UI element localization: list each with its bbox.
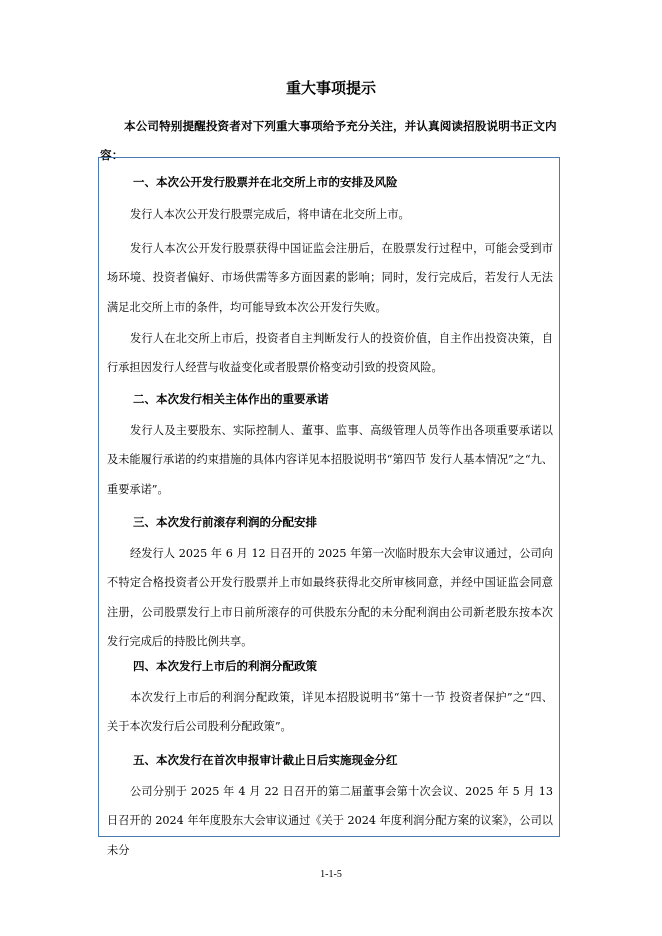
section-5-paragraph-1: 公司分别于 2025 年 4 月 22 日召开的第二届董事会第十次会议、2025 年 5 月 13 日召开的 2024 年年度股东大会审议通过《关于 2024 年度利润分配方案的议案》，公司以未分 — [107, 785, 553, 857]
section-heading-1: 一、本次公开发行股票并在北交所上市的安排及风险 — [133, 175, 398, 189]
page-title: 重大事项提示 — [285, 79, 376, 97]
section-1-paragraph-3: 发行人在北交所上市后，投资者自主判断发行人的投资价值，自主作出投资决策，自行承担因发行人经营与收益变化或者股票价格变动引致的投资风险。 — [107, 332, 553, 375]
section-heading-5: 五、本次发行在首次申报审计截止日后实施现金分红 — [133, 753, 398, 767]
section-2-paragraph-1: 发行人及主要股东、实际控制人、董事、监事、高级管理人员等作出各项重要承诺以及未能履行承诺的约束措施的具体内容详见本招股说明书“第四节 发行人基本情况”之“九、重要承诺”。 — [107, 424, 553, 496]
notice-box — [98, 157, 560, 857]
page-number: 1-1-5 — [320, 869, 342, 880]
section-3-paragraph-1: 经发行人 2025 年 6 月 12 日召开的 2025 年第一次临时股东大会审议通过，公司向不特定合格投资者公开发行股票并上市如最终获得北交所审核同意，并经中国证监会同意注册，公司股票发行上市日前所滚存的可供股东分配的未分配利润由公司新老股东按本次发行完成后的持股比例共享。 — [107, 547, 553, 648]
section-heading-4: 四、本次发行上市后的利润分配政策 — [133, 659, 317, 673]
intro-paragraph: 本公司特别提醒投资者对下列重大事项给予充分关注，并认真阅读招股说明书正文内容： — [100, 119, 557, 162]
section-heading-3: 三、本次发行前滚存利润的分配安排 — [133, 515, 317, 529]
section-4-paragraph-1: 本次发行上市后的利润分配政策，详见本招股说明书“第十一节 投资者保护”之“四、关于本次发行后公司股利分配政策”。 — [107, 691, 553, 734]
section-heading-2: 二、本次发行相关主体作出的重要承诺 — [133, 392, 329, 406]
section-1-paragraph-1: 发行人本次公开发行股票完成后，将申请在北交所上市。 — [130, 208, 410, 221]
section-1-paragraph-2: 发行人本次公开发行股票获得中国证监会注册后，在股票发行过程中，可能会受到市场环境、投资者偏好、市场供需等多方面因素的影响；同时，发行完成后，若发行人无法满足北交所上市的条件，均可能导致本次公开发行失败。 — [107, 242, 553, 314]
